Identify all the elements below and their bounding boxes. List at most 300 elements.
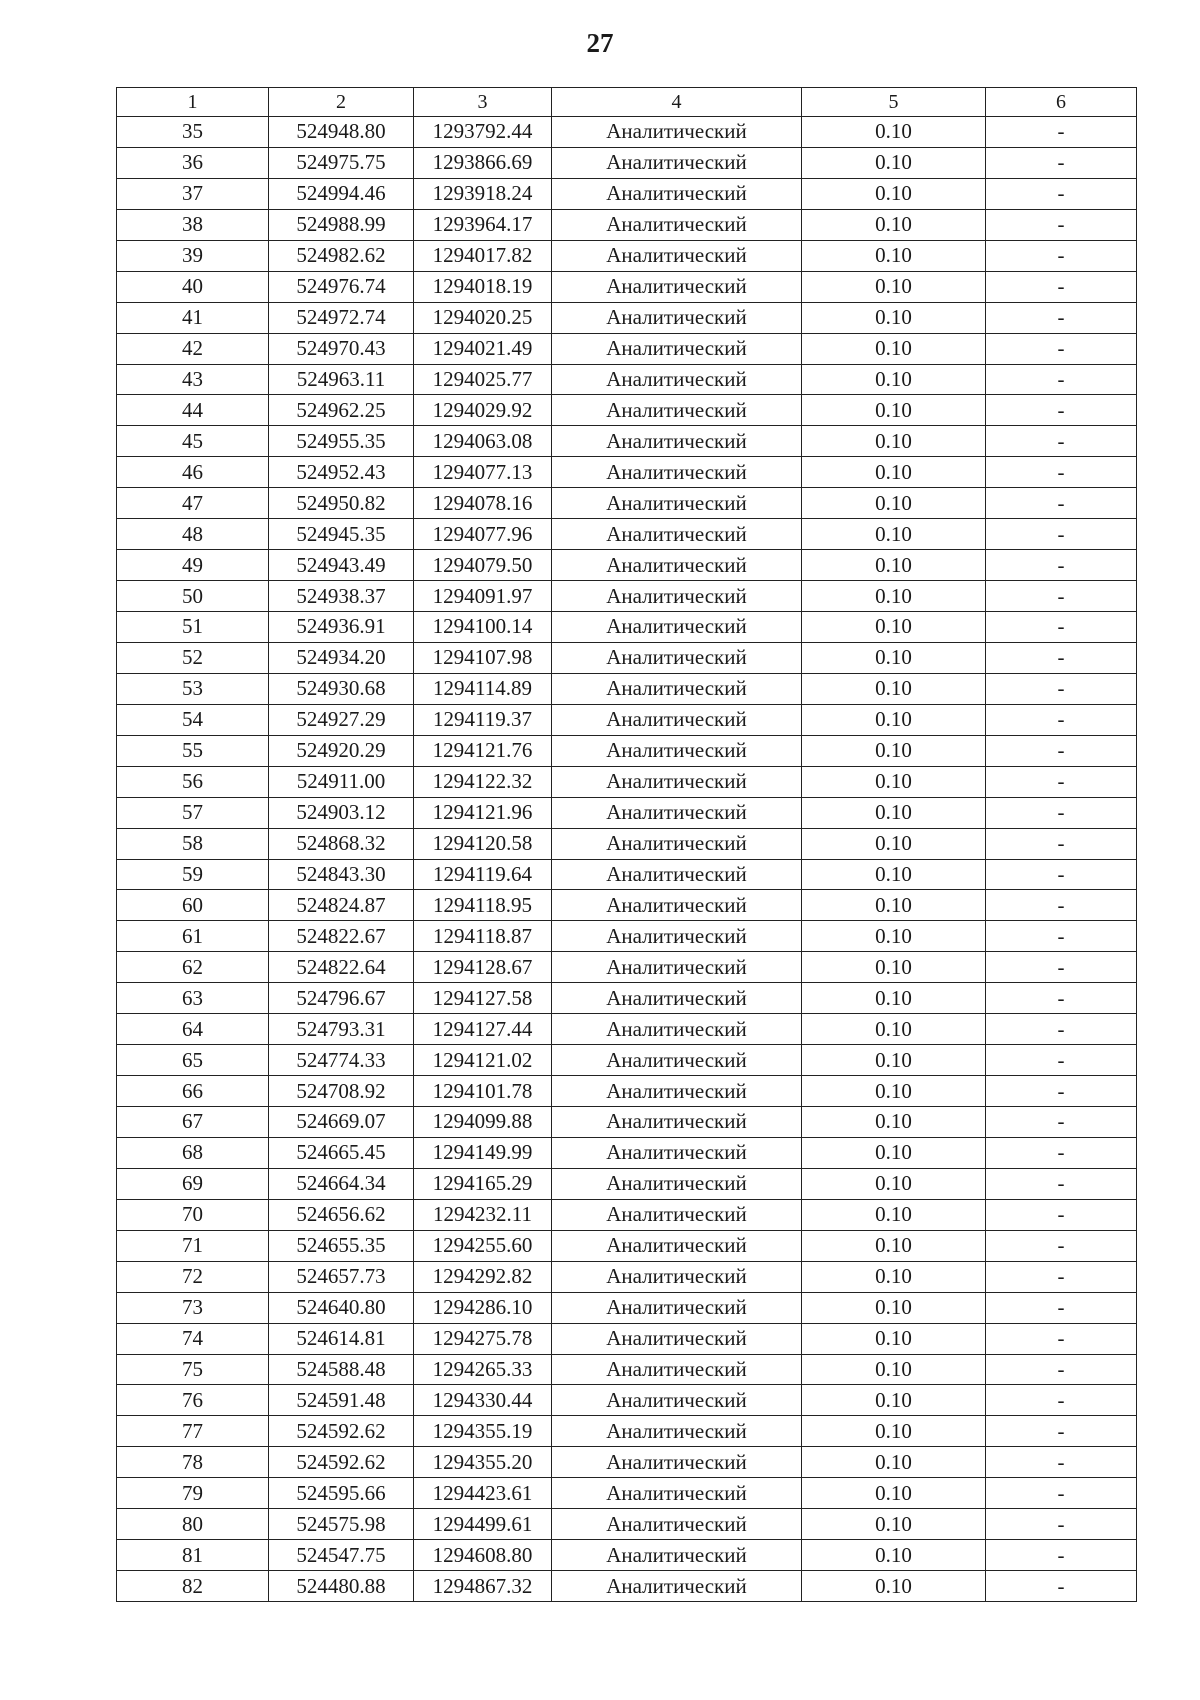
point-number-cell: 58 <box>117 828 269 859</box>
note-cell: - <box>986 1014 1137 1045</box>
point-number-cell: 55 <box>117 735 269 766</box>
method-cell: Аналитический <box>552 1014 802 1045</box>
table-row <box>117 1416 1137 1447</box>
accuracy-cell: 0.10 <box>802 1137 986 1168</box>
accuracy-cell: 0.10 <box>802 1168 986 1199</box>
x-coordinate-cell: 524595.66 <box>269 1478 414 1509</box>
point-number-cell: 78 <box>117 1447 269 1478</box>
accuracy-cell: 0.10 <box>802 1292 986 1323</box>
note-cell: - <box>986 642 1137 673</box>
x-coordinate-cell: 524930.68 <box>269 673 414 704</box>
x-coordinate-cell: 524970.43 <box>269 333 414 364</box>
accuracy-cell: 0.10 <box>802 921 986 952</box>
accuracy-cell: 0.10 <box>802 983 986 1014</box>
x-coordinate-cell: 524547.75 <box>269 1540 414 1571</box>
column-header: 4 <box>552 88 802 117</box>
method-cell: Аналитический <box>552 642 802 673</box>
method-cell: Аналитический <box>552 983 802 1014</box>
y-coordinate-cell: 1294122.32 <box>414 766 552 797</box>
table-row <box>117 1478 1137 1509</box>
note-cell: - <box>986 983 1137 1014</box>
note-cell: - <box>986 1540 1137 1571</box>
y-coordinate-cell: 1294077.96 <box>414 519 552 550</box>
x-coordinate-cell: 524588.48 <box>269 1354 414 1385</box>
method-cell: Аналитический <box>552 1107 802 1138</box>
table-row <box>117 364 1137 395</box>
point-number-cell: 77 <box>117 1416 269 1447</box>
note-cell: - <box>986 890 1137 921</box>
accuracy-cell: 0.10 <box>802 1014 986 1045</box>
accuracy-cell: 0.10 <box>802 1447 986 1478</box>
note-cell: - <box>986 1137 1137 1168</box>
table-row <box>117 519 1137 550</box>
method-cell: Аналитический <box>552 704 802 735</box>
x-coordinate-cell: 524945.35 <box>269 519 414 550</box>
table-row <box>117 983 1137 1014</box>
x-coordinate-cell: 524948.80 <box>269 117 414 148</box>
note-cell: - <box>986 1447 1137 1478</box>
y-coordinate-cell: 1294355.19 <box>414 1416 552 1447</box>
point-number-cell: 61 <box>117 921 269 952</box>
x-coordinate-cell: 524774.33 <box>269 1045 414 1076</box>
point-number-cell: 37 <box>117 178 269 209</box>
note-cell: - <box>986 1571 1137 1602</box>
method-cell: Аналитический <box>552 395 802 426</box>
x-coordinate-cell: 524972.74 <box>269 302 414 333</box>
note-cell: - <box>986 147 1137 178</box>
method-cell: Аналитический <box>552 1199 802 1230</box>
note-cell: - <box>986 1478 1137 1509</box>
method-cell: Аналитический <box>552 240 802 271</box>
y-coordinate-cell: 1294018.19 <box>414 271 552 302</box>
y-coordinate-cell: 1294119.37 <box>414 704 552 735</box>
y-coordinate-cell: 1294119.64 <box>414 859 552 890</box>
y-coordinate-cell: 1294128.67 <box>414 952 552 983</box>
point-number-cell: 47 <box>117 488 269 519</box>
accuracy-cell: 0.10 <box>802 519 986 550</box>
accuracy-cell: 0.10 <box>802 1571 986 1602</box>
table-row <box>117 240 1137 271</box>
x-coordinate-cell: 524708.92 <box>269 1076 414 1107</box>
y-coordinate-cell: 1294165.29 <box>414 1168 552 1199</box>
point-number-cell: 59 <box>117 859 269 890</box>
x-coordinate-cell: 524920.29 <box>269 735 414 766</box>
accuracy-cell: 0.10 <box>802 240 986 271</box>
x-coordinate-cell: 524592.62 <box>269 1416 414 1447</box>
x-coordinate-cell: 524963.11 <box>269 364 414 395</box>
table-row <box>117 828 1137 859</box>
y-coordinate-cell: 1294099.88 <box>414 1107 552 1138</box>
point-number-cell: 56 <box>117 766 269 797</box>
table-row <box>117 1540 1137 1571</box>
table-row <box>117 395 1137 426</box>
note-cell: - <box>986 519 1137 550</box>
method-cell: Аналитический <box>552 1540 802 1571</box>
point-number-cell: 81 <box>117 1540 269 1571</box>
point-number-cell: 71 <box>117 1230 269 1261</box>
table-row <box>117 1292 1137 1323</box>
y-coordinate-cell: 1294118.87 <box>414 921 552 952</box>
point-number-cell: 64 <box>117 1014 269 1045</box>
method-cell: Аналитический <box>552 828 802 859</box>
note-cell: - <box>986 735 1137 766</box>
accuracy-cell: 0.10 <box>802 1478 986 1509</box>
table-row <box>117 735 1137 766</box>
accuracy-cell: 0.10 <box>802 1045 986 1076</box>
x-coordinate-cell: 524994.46 <box>269 178 414 209</box>
accuracy-cell: 0.10 <box>802 426 986 457</box>
y-coordinate-cell: 1294020.25 <box>414 302 552 333</box>
x-coordinate-cell: 524962.25 <box>269 395 414 426</box>
table-row <box>117 1261 1137 1292</box>
point-number-cell: 74 <box>117 1323 269 1354</box>
x-coordinate-cell: 524824.87 <box>269 890 414 921</box>
x-coordinate-cell: 524975.75 <box>269 147 414 178</box>
table-row <box>117 612 1137 643</box>
y-coordinate-cell: 1294063.08 <box>414 426 552 457</box>
coordinates-table-container <box>116 87 1136 1602</box>
y-coordinate-cell: 1294255.60 <box>414 1230 552 1261</box>
point-number-cell: 54 <box>117 704 269 735</box>
column-header: 3 <box>414 88 552 117</box>
accuracy-cell: 0.10 <box>802 1076 986 1107</box>
table-row <box>117 1199 1137 1230</box>
method-cell: Аналитический <box>552 302 802 333</box>
column-header: 1 <box>117 88 269 117</box>
note-cell: - <box>986 797 1137 828</box>
y-coordinate-cell: 1294127.58 <box>414 983 552 1014</box>
note-cell: - <box>986 1261 1137 1292</box>
note-cell: - <box>986 1385 1137 1416</box>
point-number-cell: 72 <box>117 1261 269 1292</box>
y-coordinate-cell: 1294078.16 <box>414 488 552 519</box>
x-coordinate-cell: 524938.37 <box>269 581 414 612</box>
point-number-cell: 43 <box>117 364 269 395</box>
point-number-cell: 79 <box>117 1478 269 1509</box>
y-coordinate-cell: 1294114.89 <box>414 673 552 704</box>
point-number-cell: 53 <box>117 673 269 704</box>
note-cell: - <box>986 828 1137 859</box>
table-row <box>117 1509 1137 1540</box>
method-cell: Аналитический <box>552 147 802 178</box>
note-cell: - <box>986 1107 1137 1138</box>
accuracy-cell: 0.10 <box>802 1107 986 1138</box>
y-coordinate-cell: 1294121.76 <box>414 735 552 766</box>
x-coordinate-cell: 524822.64 <box>269 952 414 983</box>
x-coordinate-cell: 524982.62 <box>269 240 414 271</box>
y-coordinate-cell: 1293866.69 <box>414 147 552 178</box>
point-number-cell: 62 <box>117 952 269 983</box>
note-cell: - <box>986 550 1137 581</box>
note-cell: - <box>986 302 1137 333</box>
method-cell: Аналитический <box>552 550 802 581</box>
point-number-cell: 69 <box>117 1168 269 1199</box>
x-coordinate-cell: 524988.99 <box>269 209 414 240</box>
point-number-cell: 44 <box>117 395 269 426</box>
accuracy-cell: 0.10 <box>802 581 986 612</box>
x-coordinate-cell: 524656.62 <box>269 1199 414 1230</box>
accuracy-cell: 0.10 <box>802 612 986 643</box>
table-row <box>117 766 1137 797</box>
note-cell: - <box>986 1292 1137 1323</box>
accuracy-cell: 0.10 <box>802 364 986 395</box>
method-cell: Аналитический <box>552 1261 802 1292</box>
coordinates-table <box>116 87 1137 1602</box>
table-row <box>117 1168 1137 1199</box>
table-row <box>117 550 1137 581</box>
point-number-cell: 49 <box>117 550 269 581</box>
note-cell: - <box>986 271 1137 302</box>
x-coordinate-cell: 524480.88 <box>269 1571 414 1602</box>
method-cell: Аналитический <box>552 766 802 797</box>
x-coordinate-cell: 524793.31 <box>269 1014 414 1045</box>
note-cell: - <box>986 704 1137 735</box>
y-coordinate-cell: 1293964.17 <box>414 209 552 240</box>
note-cell: - <box>986 1199 1137 1230</box>
accuracy-cell: 0.10 <box>802 395 986 426</box>
accuracy-cell: 0.10 <box>802 1323 986 1354</box>
accuracy-cell: 0.10 <box>802 333 986 364</box>
accuracy-cell: 0.10 <box>802 1509 986 1540</box>
point-number-cell: 36 <box>117 147 269 178</box>
x-coordinate-cell: 524592.62 <box>269 1447 414 1478</box>
x-coordinate-cell: 524955.35 <box>269 426 414 457</box>
note-cell: - <box>986 364 1137 395</box>
accuracy-cell: 0.10 <box>802 1354 986 1385</box>
point-number-cell: 63 <box>117 983 269 1014</box>
method-cell: Аналитический <box>552 921 802 952</box>
table-row <box>117 1076 1137 1107</box>
x-coordinate-cell: 524868.32 <box>269 828 414 859</box>
y-coordinate-cell: 1294867.32 <box>414 1571 552 1602</box>
note-cell: - <box>986 209 1137 240</box>
x-coordinate-cell: 524952.43 <box>269 457 414 488</box>
note-cell: - <box>986 921 1137 952</box>
x-coordinate-cell: 524936.91 <box>269 612 414 643</box>
table-row <box>117 797 1137 828</box>
method-cell: Аналитический <box>552 178 802 209</box>
y-coordinate-cell: 1294025.77 <box>414 364 552 395</box>
note-cell: - <box>986 859 1137 890</box>
y-coordinate-cell: 1294330.44 <box>414 1385 552 1416</box>
table-row <box>117 673 1137 704</box>
x-coordinate-cell: 524664.34 <box>269 1168 414 1199</box>
table-row <box>117 488 1137 519</box>
accuracy-cell: 0.10 <box>802 147 986 178</box>
y-coordinate-cell: 1294127.44 <box>414 1014 552 1045</box>
note-cell: - <box>986 178 1137 209</box>
table-row <box>117 1137 1137 1168</box>
y-coordinate-cell: 1294100.14 <box>414 612 552 643</box>
y-coordinate-cell: 1293792.44 <box>414 117 552 148</box>
accuracy-cell: 0.10 <box>802 673 986 704</box>
note-cell: - <box>986 1509 1137 1540</box>
method-cell: Аналитический <box>552 1137 802 1168</box>
method-cell: Аналитический <box>552 117 802 148</box>
method-cell: Аналитический <box>552 1230 802 1261</box>
note-cell: - <box>986 395 1137 426</box>
table-row <box>117 1014 1137 1045</box>
y-coordinate-cell: 1294232.11 <box>414 1199 552 1230</box>
table-row <box>117 642 1137 673</box>
point-number-cell: 68 <box>117 1137 269 1168</box>
y-coordinate-cell: 1294292.82 <box>414 1261 552 1292</box>
accuracy-cell: 0.10 <box>802 1540 986 1571</box>
method-cell: Аналитический <box>552 333 802 364</box>
y-coordinate-cell: 1294017.82 <box>414 240 552 271</box>
table-row <box>117 147 1137 178</box>
note-cell: - <box>986 1076 1137 1107</box>
point-number-cell: 40 <box>117 271 269 302</box>
accuracy-cell: 0.10 <box>802 766 986 797</box>
y-coordinate-cell: 1294120.58 <box>414 828 552 859</box>
accuracy-cell: 0.10 <box>802 1230 986 1261</box>
note-cell: - <box>986 612 1137 643</box>
method-cell: Аналитический <box>552 1045 802 1076</box>
accuracy-cell: 0.10 <box>802 704 986 735</box>
table-row <box>117 890 1137 921</box>
method-cell: Аналитический <box>552 612 802 643</box>
x-coordinate-cell: 524822.67 <box>269 921 414 952</box>
point-number-cell: 66 <box>117 1076 269 1107</box>
accuracy-cell: 0.10 <box>802 890 986 921</box>
table-row <box>117 704 1137 735</box>
y-coordinate-cell: 1294121.96 <box>414 797 552 828</box>
accuracy-cell: 0.10 <box>802 642 986 673</box>
note-cell: - <box>986 488 1137 519</box>
method-cell: Аналитический <box>552 673 802 704</box>
column-header: 6 <box>986 88 1137 117</box>
note-cell: - <box>986 333 1137 364</box>
x-coordinate-cell: 524911.00 <box>269 766 414 797</box>
point-number-cell: 48 <box>117 519 269 550</box>
accuracy-cell: 0.10 <box>802 488 986 519</box>
point-number-cell: 73 <box>117 1292 269 1323</box>
point-number-cell: 65 <box>117 1045 269 1076</box>
accuracy-cell: 0.10 <box>802 952 986 983</box>
table-header-row <box>117 88 1137 117</box>
method-cell: Аналитический <box>552 1385 802 1416</box>
x-coordinate-cell: 524665.45 <box>269 1137 414 1168</box>
method-cell: Аналитический <box>552 1323 802 1354</box>
accuracy-cell: 0.10 <box>802 457 986 488</box>
point-number-cell: 70 <box>117 1199 269 1230</box>
method-cell: Аналитический <box>552 890 802 921</box>
accuracy-cell: 0.10 <box>802 271 986 302</box>
y-coordinate-cell: 1294101.78 <box>414 1076 552 1107</box>
accuracy-cell: 0.10 <box>802 209 986 240</box>
page-number: 27 <box>586 28 614 58</box>
method-cell: Аналитический <box>552 797 802 828</box>
y-coordinate-cell: 1294499.61 <box>414 1509 552 1540</box>
x-coordinate-cell: 524657.73 <box>269 1261 414 1292</box>
note-cell: - <box>986 1354 1137 1385</box>
method-cell: Аналитический <box>552 952 802 983</box>
y-coordinate-cell: 1293918.24 <box>414 178 552 209</box>
note-cell: - <box>986 1416 1137 1447</box>
column-header: 2 <box>269 88 414 117</box>
method-cell: Аналитический <box>552 1509 802 1540</box>
note-cell: - <box>986 117 1137 148</box>
accuracy-cell: 0.10 <box>802 117 986 148</box>
column-header: 5 <box>802 88 986 117</box>
method-cell: Аналитический <box>552 364 802 395</box>
accuracy-cell: 0.10 <box>802 550 986 581</box>
method-cell: Аналитический <box>552 1478 802 1509</box>
method-cell: Аналитический <box>552 1076 802 1107</box>
x-coordinate-cell: 524614.81 <box>269 1323 414 1354</box>
y-coordinate-cell: 1294275.78 <box>414 1323 552 1354</box>
method-cell: Аналитический <box>552 271 802 302</box>
y-coordinate-cell: 1294265.33 <box>414 1354 552 1385</box>
table-row <box>117 1385 1137 1416</box>
y-coordinate-cell: 1294107.98 <box>414 642 552 673</box>
y-coordinate-cell: 1294355.20 <box>414 1447 552 1478</box>
method-cell: Аналитический <box>552 488 802 519</box>
point-number-cell: 46 <box>117 457 269 488</box>
table-row <box>117 581 1137 612</box>
point-number-cell: 52 <box>117 642 269 673</box>
point-number-cell: 51 <box>117 612 269 643</box>
point-number-cell: 57 <box>117 797 269 828</box>
note-cell: - <box>986 426 1137 457</box>
y-coordinate-cell: 1294079.50 <box>414 550 552 581</box>
accuracy-cell: 0.10 <box>802 1261 986 1292</box>
table-row <box>117 117 1137 148</box>
x-coordinate-cell: 524976.74 <box>269 271 414 302</box>
x-coordinate-cell: 524591.48 <box>269 1385 414 1416</box>
table-row <box>117 302 1137 333</box>
note-cell: - <box>986 1168 1137 1199</box>
table-row <box>117 1107 1137 1138</box>
table-row <box>117 952 1137 983</box>
point-number-cell: 60 <box>117 890 269 921</box>
accuracy-cell: 0.10 <box>802 797 986 828</box>
table-row <box>117 1323 1137 1354</box>
accuracy-cell: 0.10 <box>802 1385 986 1416</box>
accuracy-cell: 0.10 <box>802 1416 986 1447</box>
x-coordinate-cell: 524934.20 <box>269 642 414 673</box>
x-coordinate-cell: 524640.80 <box>269 1292 414 1323</box>
note-cell: - <box>986 457 1137 488</box>
note-cell: - <box>986 1230 1137 1261</box>
accuracy-cell: 0.10 <box>802 302 986 333</box>
method-cell: Аналитический <box>552 1571 802 1602</box>
y-coordinate-cell: 1294608.80 <box>414 1540 552 1571</box>
table-row <box>117 1571 1137 1602</box>
accuracy-cell: 0.10 <box>802 735 986 766</box>
point-number-cell: 67 <box>117 1107 269 1138</box>
method-cell: Аналитический <box>552 735 802 766</box>
x-coordinate-cell: 524843.30 <box>269 859 414 890</box>
y-coordinate-cell: 1294149.99 <box>414 1137 552 1168</box>
accuracy-cell: 0.10 <box>802 859 986 890</box>
table-row <box>117 271 1137 302</box>
table-row <box>117 1230 1137 1261</box>
table-row <box>117 1447 1137 1478</box>
note-cell: - <box>986 1045 1137 1076</box>
point-number-cell: 45 <box>117 426 269 457</box>
y-coordinate-cell: 1294021.49 <box>414 333 552 364</box>
table-row <box>117 1354 1137 1385</box>
note-cell: - <box>986 581 1137 612</box>
method-cell: Аналитический <box>552 859 802 890</box>
point-number-cell: 39 <box>117 240 269 271</box>
point-number-cell: 75 <box>117 1354 269 1385</box>
x-coordinate-cell: 524575.98 <box>269 1509 414 1540</box>
table-row <box>117 178 1137 209</box>
x-coordinate-cell: 524669.07 <box>269 1107 414 1138</box>
